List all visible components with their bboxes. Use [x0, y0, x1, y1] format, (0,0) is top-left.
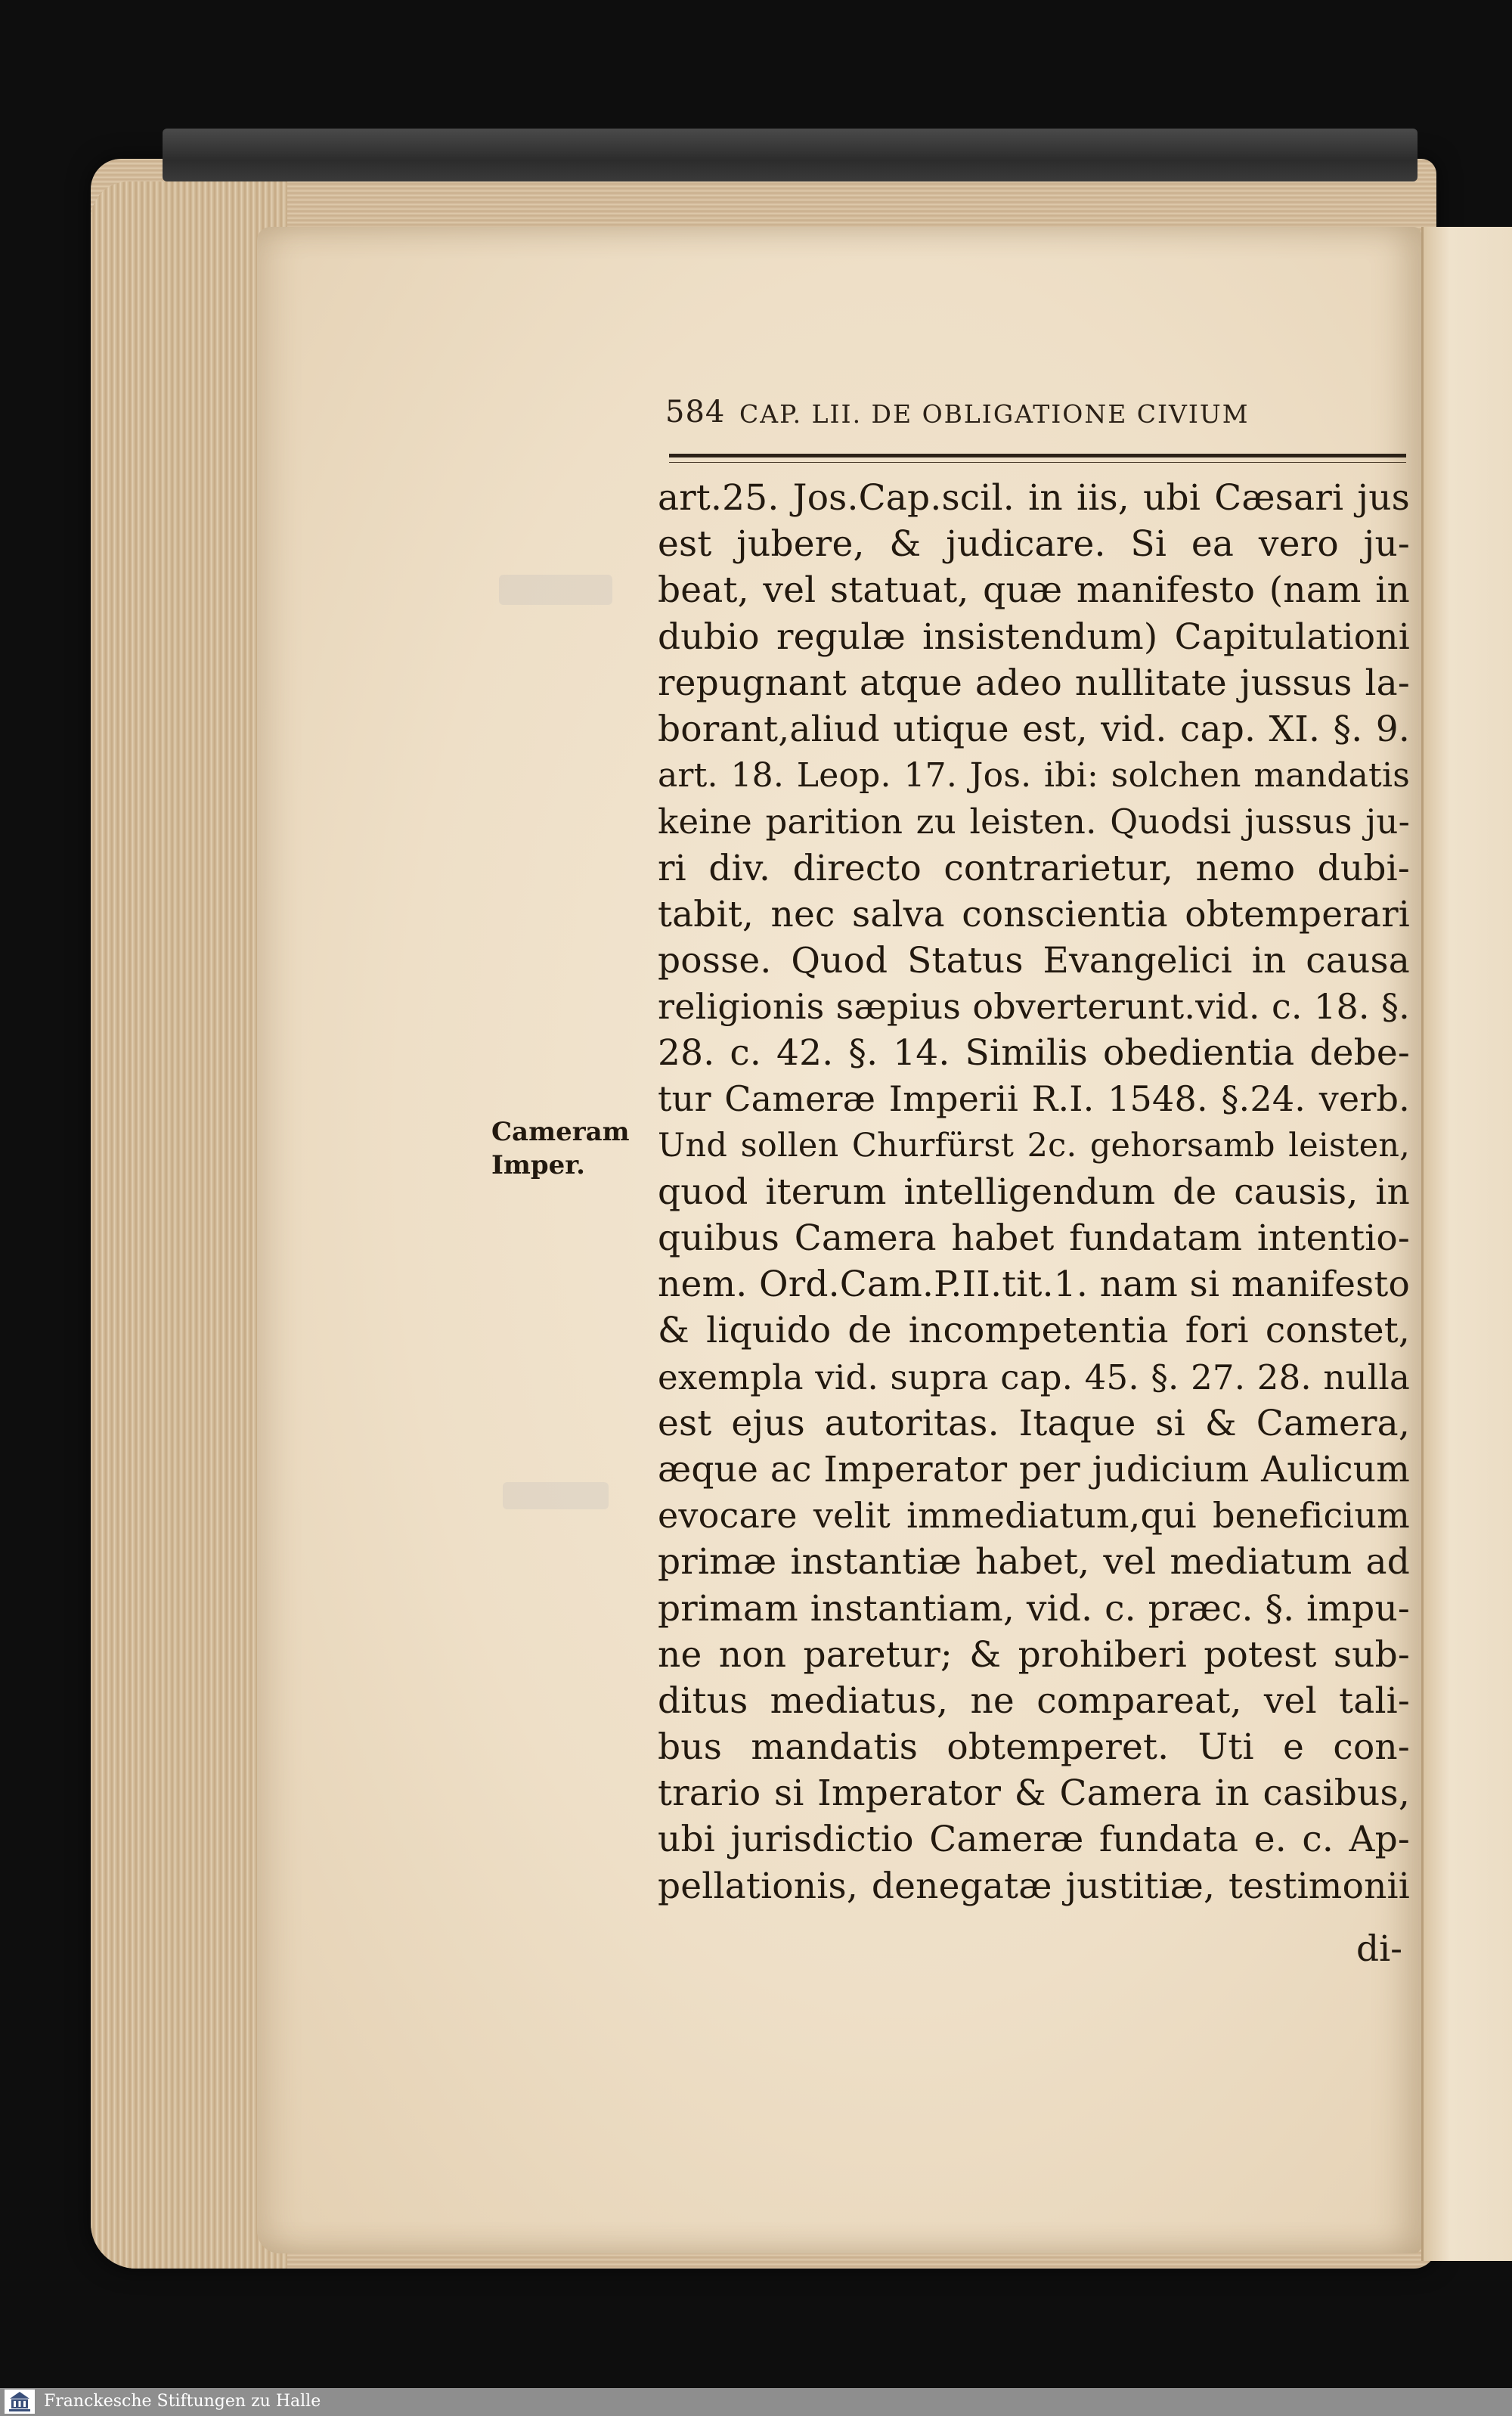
text-line: Und sollen Churfürst 2c. gehorsamb leisten, [658, 1126, 1410, 1165]
marginal-note [491, 1115, 643, 1182]
text-line: evocare velit immediatum,qui beneficium [658, 1495, 1410, 1537]
text-line: est jubere, & judicare. Si ea vero ju- [658, 523, 1410, 566]
text-line: primam instantiam, vid. c. præc. §. impu- [658, 1587, 1410, 1630]
text-line: trario si Imperator & Camera in casibus, [658, 1772, 1410, 1815]
book-cover-top [163, 129, 1418, 181]
text-line: keine parition zu leisten. Quodsi jussus ju- [658, 802, 1410, 842]
body-text [658, 475, 1410, 1909]
text-line: bus mandatis obtemperet. Uti e con- [658, 1726, 1410, 1769]
text-line: quibus Camera habet fundatam intentio- [658, 1217, 1410, 1259]
text-line: posse. Quod Status Evangelici in causa [658, 939, 1410, 982]
text-line: ditus mediatus, ne compareat, vel tali- [658, 1679, 1410, 1722]
text-line: est ejus autoritas. Itaque si & Camera, [658, 1402, 1410, 1444]
text-line: primæ instantiæ habet, vel mediatum ad [658, 1541, 1410, 1583]
institution-logo-icon [5, 2390, 35, 2414]
text-line: ne non paretur; & prohiberi potest sub- [658, 1633, 1410, 1676]
marginal-note-line: Imper. [491, 1150, 585, 1180]
text-line: quod iterum intelligendum de causis, in [658, 1171, 1410, 1213]
header-rule [669, 454, 1406, 457]
header-rule-thin [669, 462, 1406, 463]
catchword: di- [1356, 1928, 1402, 1970]
text-line: tabit, nec salva conscientia obtemperari [658, 893, 1410, 935]
text-line: religionis sæpius obverterunt.vid. c. 18. §. [658, 986, 1410, 1028]
running-head-title: CAP. LII. DE OBLIGATIONE CIVIUM [739, 399, 1250, 429]
text-line: art. 18. Leop. 17. Jos. ibi: solchen mandatis [658, 756, 1410, 796]
text-line: tur Cameræ Imperii R.I. 1548. §.24. verb. [658, 1078, 1410, 1120]
text-line: ubi jurisdictio Cameræ fundata e. c. Ap- [658, 1819, 1410, 1861]
footer-institution: Franckesche Stiftungen zu Halle [44, 2392, 321, 2411]
text-line: nem. Ord.Cam.P.II.tit.1. nam si manifesto [658, 1264, 1410, 1306]
text-line: exempla vid. supra cap. 45. §. 27. 28. nulla [658, 1357, 1410, 1397]
text-line: 28. c. 42. §. 14. Similis obedientia debe- [658, 1032, 1410, 1075]
show-through-smudge [499, 575, 612, 605]
show-through-smudge [503, 1482, 609, 1509]
text-line: & liquido de incompetentia fori constet, [658, 1310, 1410, 1352]
text-line: art.25. Jos.Cap.scil. in iis, ubi Cæsari jus [658, 477, 1410, 519]
text-line: ri div. directo contrarietur, nemo dubi- [658, 847, 1410, 889]
text-line: beat, vel statuat, quæ manifesto (nam in [658, 569, 1410, 612]
running-header [665, 395, 1406, 440]
text-line: æque ac Imperator per judicium Aulicum [658, 1448, 1410, 1490]
text-line: repugnant atque adeo nullitate jussus la- [658, 662, 1410, 704]
marginal-note-line: Cameram [491, 1117, 630, 1147]
text-line: borant,aliud utique est, vid. cap. XI. §. 9. [658, 708, 1410, 750]
page-number: 584 [665, 395, 726, 430]
facing-page-edge [1421, 227, 1512, 2261]
text-line: pellationis, denegatæ justitiæ, testimonii [658, 1865, 1410, 1907]
text-line: dubio regulæ insistendum) Capitulationi [658, 616, 1410, 658]
